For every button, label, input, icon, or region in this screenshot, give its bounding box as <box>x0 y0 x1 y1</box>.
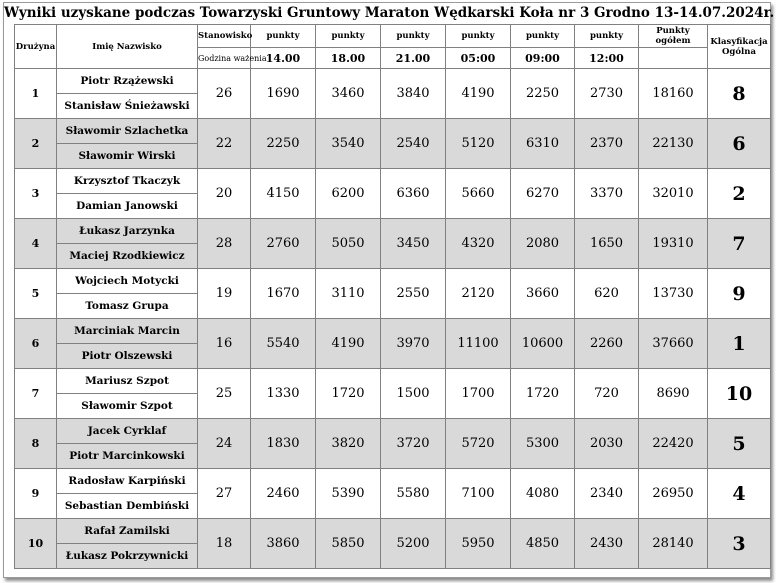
station-number: 24 <box>198 419 251 469</box>
table-row <box>15 469 771 494</box>
station-number: 22 <box>198 119 251 169</box>
points-cell: 3450 <box>381 219 446 269</box>
points-cell: 1720 <box>316 369 381 419</box>
points-cell: 4850 <box>511 519 575 569</box>
points-cell: 3720 <box>381 419 446 469</box>
points-cell: 4320 <box>446 219 511 269</box>
table-row <box>15 369 771 394</box>
header-time-6: 12:00 <box>575 48 639 69</box>
player-name: Radosław Karpiński <box>57 469 198 494</box>
table-row <box>15 269 771 294</box>
points-cell: 5850 <box>316 519 381 569</box>
points-cell: 620 <box>575 269 639 319</box>
points-cell: 1720 <box>511 369 575 419</box>
points-cell: 2030 <box>575 419 639 469</box>
total-points: 19310 <box>639 219 708 269</box>
table-header <box>15 25 771 69</box>
station-number: 18 <box>198 519 251 569</box>
player-name: Wojciech Motycki <box>57 269 198 294</box>
points-cell: 3970 <box>381 319 446 369</box>
points-cell: 5390 <box>316 469 381 519</box>
player-name: Marciniak Marcin <box>57 319 198 344</box>
points-cell: 5050 <box>316 219 381 269</box>
points-cell: 2540 <box>381 119 446 169</box>
total-points: 28140 <box>639 519 708 569</box>
points-cell: 1690 <box>251 69 316 119</box>
table-row <box>15 219 771 244</box>
points-cell: 3660 <box>511 269 575 319</box>
points-cell: 3370 <box>575 169 639 219</box>
player-name: Sławomir Szpot <box>57 394 198 419</box>
total-points: 8690 <box>639 369 708 419</box>
points-cell: 6270 <box>511 169 575 219</box>
classification-rank: 9 <box>708 269 771 319</box>
table-row <box>15 119 771 144</box>
header-time-4: 05:00 <box>446 48 511 69</box>
total-points: 13730 <box>639 269 708 319</box>
player-name: Maciej Rzodkiewicz <box>57 244 198 269</box>
points-cell: 1830 <box>251 419 316 469</box>
player-name: Damian Janowski <box>57 194 198 219</box>
points-cell: 3820 <box>316 419 381 469</box>
points-cell: 1650 <box>575 219 639 269</box>
classification-rank: 4 <box>708 469 771 519</box>
header-time-2: 18.00 <box>316 48 381 69</box>
classification-rank: 7 <box>708 219 771 269</box>
header-points-4: punkty <box>446 25 511 48</box>
station-number: 20 <box>198 169 251 219</box>
points-cell: 2730 <box>575 69 639 119</box>
points-cell: 3460 <box>316 69 381 119</box>
table-body <box>15 69 771 569</box>
points-cell: 2460 <box>251 469 316 519</box>
points-cell: 2260 <box>575 319 639 369</box>
team-number: 2 <box>15 119 57 169</box>
player-name: Sławomir Szlachetka <box>57 119 198 144</box>
table-row <box>15 519 771 544</box>
player-name: Sebastian Dembiński <box>57 494 198 519</box>
station-number: 19 <box>198 269 251 319</box>
classification-rank: 8 <box>708 69 771 119</box>
station-number: 27 <box>198 469 251 519</box>
points-cell: 5720 <box>446 419 511 469</box>
station-number: 26 <box>198 69 251 119</box>
header-time-3: 21.00 <box>381 48 446 69</box>
classification-rank: 5 <box>708 419 771 469</box>
station-number: 16 <box>198 319 251 369</box>
points-cell: 2370 <box>575 119 639 169</box>
points-cell: 11100 <box>446 319 511 369</box>
header-station-sub: Godzina ważenia <box>198 48 251 69</box>
total-points: 22420 <box>639 419 708 469</box>
total-points: 32010 <box>639 169 708 219</box>
header-points-6: punkty <box>575 25 639 48</box>
classification-rank: 10 <box>708 369 771 419</box>
points-cell: 2430 <box>575 519 639 569</box>
header-points-3: punkty <box>381 25 446 48</box>
team-number: 6 <box>15 319 57 369</box>
points-cell: 2250 <box>251 119 316 169</box>
page-title: Wyniki uzyskane podczas Towarzyski Gruntowy Maraton Wędkarski Koła nr 3 Grodno 13-14.07.2024r. <box>4 5 775 21</box>
header-points-2: punkty <box>316 25 381 48</box>
classification-rank: 6 <box>708 119 771 169</box>
points-cell: 6360 <box>381 169 446 219</box>
points-cell: 2080 <box>511 219 575 269</box>
player-name: Krzysztof Tkaczyk <box>57 169 198 194</box>
points-cell: 6310 <box>511 119 575 169</box>
team-number: 10 <box>15 519 57 569</box>
points-cell: 5580 <box>381 469 446 519</box>
team-number: 8 <box>15 419 57 469</box>
team-number: 9 <box>15 469 57 519</box>
points-cell: 1330 <box>251 369 316 419</box>
header-name: Imię Nazwisko <box>57 25 198 69</box>
points-cell: 5950 <box>446 519 511 569</box>
total-points: 18160 <box>639 69 708 119</box>
team-number: 5 <box>15 269 57 319</box>
classification-rank: 2 <box>708 169 771 219</box>
player-name: Stanisław Śnieżawski <box>57 94 198 119</box>
player-name: Piotr Olszewski <box>57 344 198 369</box>
classification-rank: 3 <box>708 519 771 569</box>
player-name: Piotr Marcinkowski <box>57 444 198 469</box>
points-cell: 10600 <box>511 319 575 369</box>
player-name: Tomasz Grupa <box>57 294 198 319</box>
points-cell: 1700 <box>446 369 511 419</box>
results-sheet <box>3 2 775 578</box>
table-row <box>15 419 771 444</box>
points-cell: 1500 <box>381 369 446 419</box>
points-cell: 3840 <box>381 69 446 119</box>
header-time-5: 09:00 <box>511 48 575 69</box>
table-row <box>15 169 771 194</box>
table-row <box>15 69 771 94</box>
points-cell: 2250 <box>511 69 575 119</box>
points-cell: 4190 <box>446 69 511 119</box>
points-cell: 4190 <box>316 319 381 369</box>
points-cell: 5120 <box>446 119 511 169</box>
player-name: Mariusz Szpot <box>57 369 198 394</box>
header-points-1: punkty <box>251 25 316 48</box>
points-cell: 3860 <box>251 519 316 569</box>
total-points: 22130 <box>639 119 708 169</box>
points-cell: 720 <box>575 369 639 419</box>
team-number: 1 <box>15 69 57 119</box>
header-station: Stanowisko <box>198 25 251 48</box>
header-classification: Klasyfikacja Ogólna <box>708 25 771 69</box>
points-cell: 5200 <box>381 519 446 569</box>
total-points: 37660 <box>639 319 708 369</box>
header-points-5: punkty <box>511 25 575 48</box>
points-cell: 2340 <box>575 469 639 519</box>
header-team: Drużyna <box>15 25 57 69</box>
points-cell: 3110 <box>316 269 381 319</box>
points-cell: 5540 <box>251 319 316 369</box>
team-number: 3 <box>15 169 57 219</box>
station-number: 25 <box>198 369 251 419</box>
points-cell: 2550 <box>381 269 446 319</box>
total-points: 26950 <box>639 469 708 519</box>
classification-rank: 1 <box>708 319 771 369</box>
player-name: Łukasz Jarzynka <box>57 219 198 244</box>
team-number: 4 <box>15 219 57 269</box>
station-number: 28 <box>198 219 251 269</box>
points-cell: 4080 <box>511 469 575 519</box>
player-name: Sławomir Wirski <box>57 144 198 169</box>
points-cell: 4150 <box>251 169 316 219</box>
points-cell: 6200 <box>316 169 381 219</box>
team-number: 7 <box>15 369 57 419</box>
player-name: Łukasz Pokrzywnicki <box>57 544 198 569</box>
points-cell: 1670 <box>251 269 316 319</box>
points-cell: 2760 <box>251 219 316 269</box>
header-time-1: 14.00 <box>251 48 316 69</box>
points-cell: 3540 <box>316 119 381 169</box>
table-row <box>15 319 771 344</box>
points-cell: 5660 <box>446 169 511 219</box>
points-cell: 7100 <box>446 469 511 519</box>
points-cell: 2120 <box>446 269 511 319</box>
results-table <box>14 24 771 569</box>
player-name: Rafał Zamilski <box>57 519 198 544</box>
header-total: Punkty ogółem <box>639 25 708 48</box>
header-total-empty <box>639 48 708 69</box>
player-name: Jacek Cyrklaf <box>57 419 198 444</box>
player-name: Piotr Rzążewski <box>57 69 198 94</box>
points-cell: 5300 <box>511 419 575 469</box>
